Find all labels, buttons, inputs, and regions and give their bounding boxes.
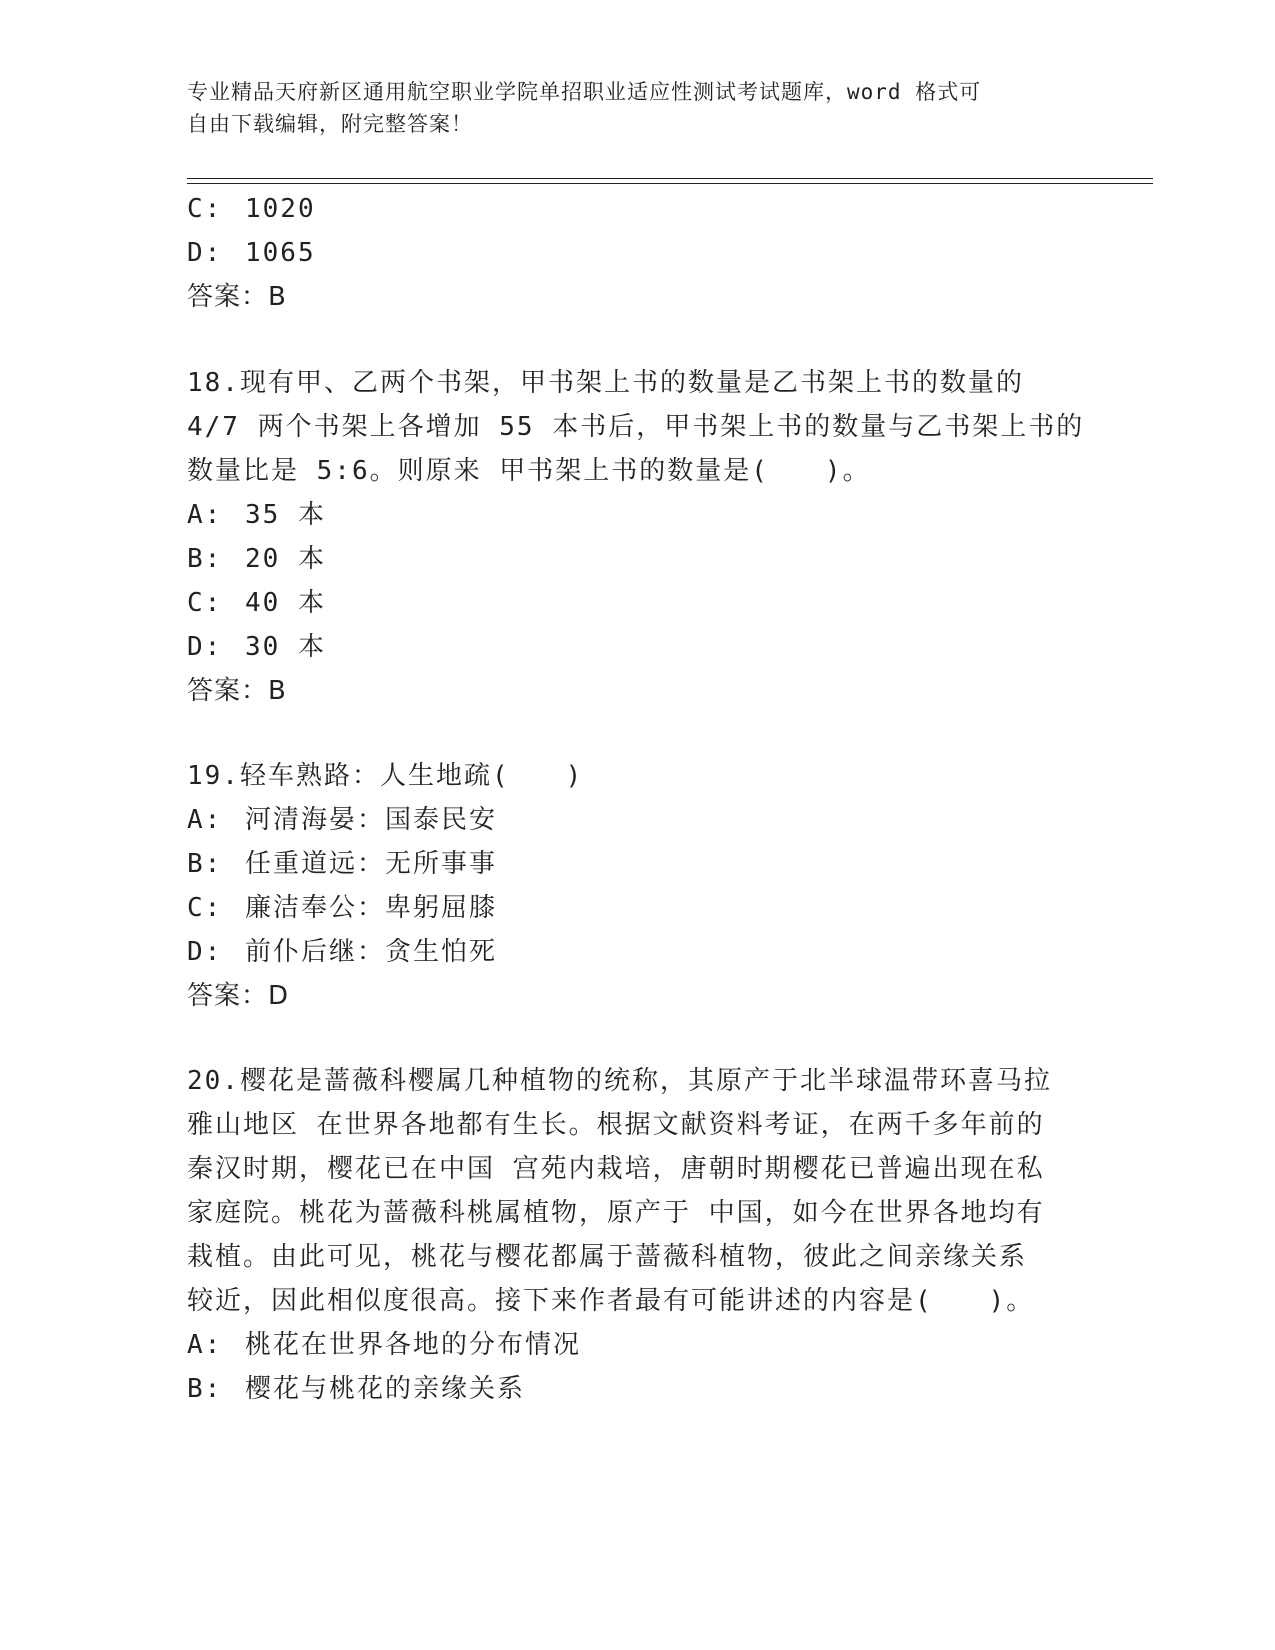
q18-stem-line-1: 18.现有甲、乙两个书架，甲书架上书的数量是乙书架上书的数量的 — [187, 368, 1024, 398]
page-header — [187, 76, 1067, 140]
q19-option-d: D: 前仆后继：贪生怕死 — [187, 937, 498, 967]
q19-answer: 答案：D — [187, 981, 290, 1011]
q18-option-a: A: 35 本 — [187, 500, 326, 530]
q19-option-c: C: 廉洁奉公：卑躬屈膝 — [187, 893, 498, 923]
q20-option-b: B: 樱花与桃花的亲缘关系 — [187, 1374, 526, 1404]
q20-stem-line-6: 较近，因此相似度很高。接下来作者最有可能讲述的内容是( )。 — [187, 1286, 1035, 1316]
header-line-1: 专业精品天府新区通用航空职业学院单招职业适应性测试考试题库，word 格式可 — [187, 80, 982, 104]
q19-option-a: A: 河清海晏：国泰民安 — [187, 805, 498, 835]
q20-stem-line-1: 20.樱花是蔷薇科樱属几种植物的统称，其原产于北半球温带环喜马拉 — [187, 1066, 1052, 1096]
q17-option-c: C: 1020 — [187, 194, 316, 224]
q17-answer: 答案：B — [187, 282, 287, 312]
q18-stem-line-2: 4/7 两个书架上各增加 55 本书后，甲书架上书的数量与乙书架上书的 — [187, 412, 1085, 442]
q18-option-b: B: 20 本 — [187, 544, 326, 574]
q18-option-d: D: 30 本 — [187, 632, 326, 662]
header-line-2: 自由下载编辑，附完整答案！ — [187, 112, 473, 136]
q18-answer: 答案：B — [187, 676, 287, 706]
q19-option-b: B: 任重道远：无所事事 — [187, 849, 498, 879]
q19-stem-line-1: 19.轻车熟路：人生地疏( ) — [187, 761, 584, 791]
q18-stem-line-3: 数量比是 5:6。则原来 甲书架上书的数量是( )。 — [187, 456, 871, 486]
q20-option-a: A: 桃花在世界各地的分布情况 — [187, 1330, 582, 1360]
q20-stem-line-2: 雅山地区 在世界各地都有生长。根据文献资料考证，在两千多年前的 — [187, 1110, 1045, 1140]
q17-option-d: D: 1065 — [187, 238, 316, 268]
q20-stem-line-5: 栽植。由此可见，桃花与樱花都属于蔷薇科植物，彼此之间亲缘关系 — [187, 1242, 1028, 1272]
header-divider-bottom — [187, 183, 1153, 184]
header-divider-top — [187, 178, 1153, 179]
q20-stem-line-4: 家庭院。桃花为蔷薇科桃属植物，原产于 中国，如今在世界各地均有 — [187, 1198, 1045, 1228]
q18-option-c: C: 40 本 — [187, 588, 326, 618]
q20-stem-line-3: 秦汉时期，樱花已在中国 宫苑内栽培，唐朝时期樱花已普遍出现在私 — [187, 1154, 1045, 1184]
